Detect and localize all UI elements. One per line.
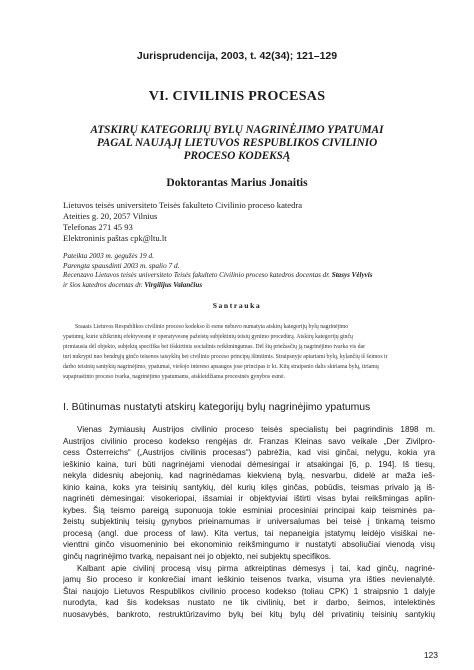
body-line: vienttni ginčo visuomeninio bei ekonominio reikšmingumo ir nustatyti absoliučiai vienodą visų (63, 540, 435, 550)
affiliation-email: Elektroninis paštas cpk@ltu.lt (63, 233, 167, 243)
title-line: ATSKIRŲ KATEGORIJŲ BYLŲ NAGRINĖJIMO YPATUMAI (90, 124, 384, 136)
affiliation-phone: Telefonas 271 45 93 (63, 222, 133, 232)
summary-line: Sraaais Lietuvos Respublikos civilinio proceso kodekso ši esme nebuvo numatyta atskirų kategorijų bylų nagrinėjimo (75, 324, 349, 330)
summary-abstract (63, 322, 435, 382)
body-line: Štai naujojo Lietuvos Respublikos civilinio proceso kodekso (toliau CPK) 1 straipsnio 1 dalyje (63, 586, 435, 596)
body-line: nuosavybės, bankroto, restruktūrizavimo bylų bei kitų bylų dėl privatinių teisinių santykių (63, 609, 435, 619)
summary-line: pirmiausia dėl objekto, subjektų specifika bei išskirtinis socialinis reikšmingumas. Dėl šių priežasčių ją nagrinėjimo tvarka vis dar (63, 344, 366, 350)
accepted-date: Parengta spausdinti 2003 m. spalio 7 d. (63, 261, 180, 270)
affiliation-address: Ateities g. 20, 2057 Vilnius (63, 211, 158, 221)
reviewer-name: Stasys Vėlyvis (331, 271, 373, 279)
summary-line: turi nukrypti nuo bendrųjų ginčo teisenos taisyklių bei civilinio proceso principų išimtimis. Straipsnyje aptariami bylų, kylančių iš šeimos ir (63, 354, 388, 360)
body-line: kybes. Šią teismo pareigą suponuoja tokie esminiai procesiniai principai kaip teisminės pa- (63, 505, 435, 515)
journal-citation: Jurisprudencija, 2003, t. 42(34); 121–129 (136, 50, 338, 62)
reviewers-note (63, 270, 435, 290)
body-line: jamų šio proceso ir konkrečiai imant ieškinio teisenos tvarka, visuma yra išties nevienalytė. (63, 575, 435, 585)
reviewer-line-1 (63, 270, 435, 280)
summary-line: ypatumų, kurie užtikrintų efektyvesnę ir operatyvesnę pažeistų subjektinių teisių gynimo procedūrą. Atskirų kategorijų ginčų (63, 334, 353, 340)
author-affiliation (63, 200, 443, 244)
body-line: cess Österreichs“ („Austrijos civilinis procesas“) pabrėžia, kad visi ginčai, nelygu, kokia yra (63, 448, 435, 458)
body-line: Austrijos civilinio proceso kodekso rengėjas dr. Franzas Kleinas savo veikale „Der Zivilpro- (63, 436, 435, 446)
submission-dates (63, 251, 443, 271)
summary-line: supaprastinto proceso tvarka, nagrinėjimo ypatumams, atskleidžiama procesinės gynybos esmė. (63, 374, 285, 380)
body-line: ginčų nagrinėjimo tvarką, nepaisant nei jo objekto, nei subjektų specifikos. (63, 552, 332, 562)
summary-line: darbo teisinių santykių nagrinėjimo, ypatumai, viešojo intereso apsaugos jose principas ir kt. Kitų straipsnio dalis skiriama bylų, tiriamų (63, 364, 379, 370)
article-title (50, 124, 424, 163)
body-line: ieškinio kaina, turi būti nagrinėjami vienodai dėmesingai ir atsakingai [6, p. 194]. Iš tiesų, (63, 459, 435, 469)
body-line: Vienas žymiausių Austrijos civilinio proceso teisės specialistų bei pagrindinis 1898 m. (77, 425, 435, 434)
chapter-heading: I. Būtinumas nustatyti atskirų kategorijų bylų nagrinėjimo ypatumus (63, 402, 371, 413)
title-line: PAGAL NAUJĄJĮ LIETUVOS RESPUBLIKOS CIVILINIO (96, 137, 378, 149)
reviewer-prefix: ir šios katedros docentas dr. (63, 281, 143, 289)
page-number: 123 (423, 650, 438, 660)
body-line: nurodyta, kad šis kodeksas nustato ne tik civilinių, bet ir darbo, šeimos, intelektinės (63, 598, 435, 608)
body-line: procesą (angl. due process of law). Kita vertus, tai nepaneigia įstatymų leidėjo visiškai ne- (63, 528, 435, 538)
reviewer-line-2 (63, 280, 435, 290)
body-line: Kalbant apie civilinį procesą visų pirma atkreiptinas dėmesys į tai, kad ginčų, nagrinė- (77, 563, 435, 573)
section-heading: VI. CIVILINIS PROCESAS (148, 89, 326, 104)
summary-heading: Santrauka (212, 301, 262, 310)
author-name: Doktorantas Marius Jonaitis (166, 177, 308, 189)
body-line: nekyla didesnių abejonių, kad nagrinėdamas kiekvieną bylą, nesvarbu, didelė ar maža ieš- (63, 471, 435, 481)
body-line: žeistų subjektinių teisių gynybos prieinamumas ir universalumas bei teisė į tinkamą teismo (63, 517, 435, 527)
submitted-date: Pateikta 2003 m. gegužės 19 d. (63, 251, 154, 260)
body-text (63, 424, 435, 620)
title-line: PROCESO KODEKSĄ (183, 150, 291, 162)
body-line: kinio kaina, koks yra teisinių santykių, dėl kurių kilęs ginčas, pobūdis, teismas privalo ją iš- (63, 482, 435, 492)
reviewer-name: Virgilijus Valančius (144, 281, 203, 289)
affiliation-department: Lietuvos teisės universiteto Teisės fakulteto Civilinio proceso katedra (63, 200, 303, 210)
body-line: nagrinėti dėmesingai: visokeriopai, išsamiai ir objektyviai ištirti visas bylai reikšmingas aplin- (63, 494, 435, 504)
reviewer-prefix: Recenzavo Lietuvos teisės universiteto Teisės fakulteto Civilinio proceso katedros docentas dr. (63, 271, 330, 279)
